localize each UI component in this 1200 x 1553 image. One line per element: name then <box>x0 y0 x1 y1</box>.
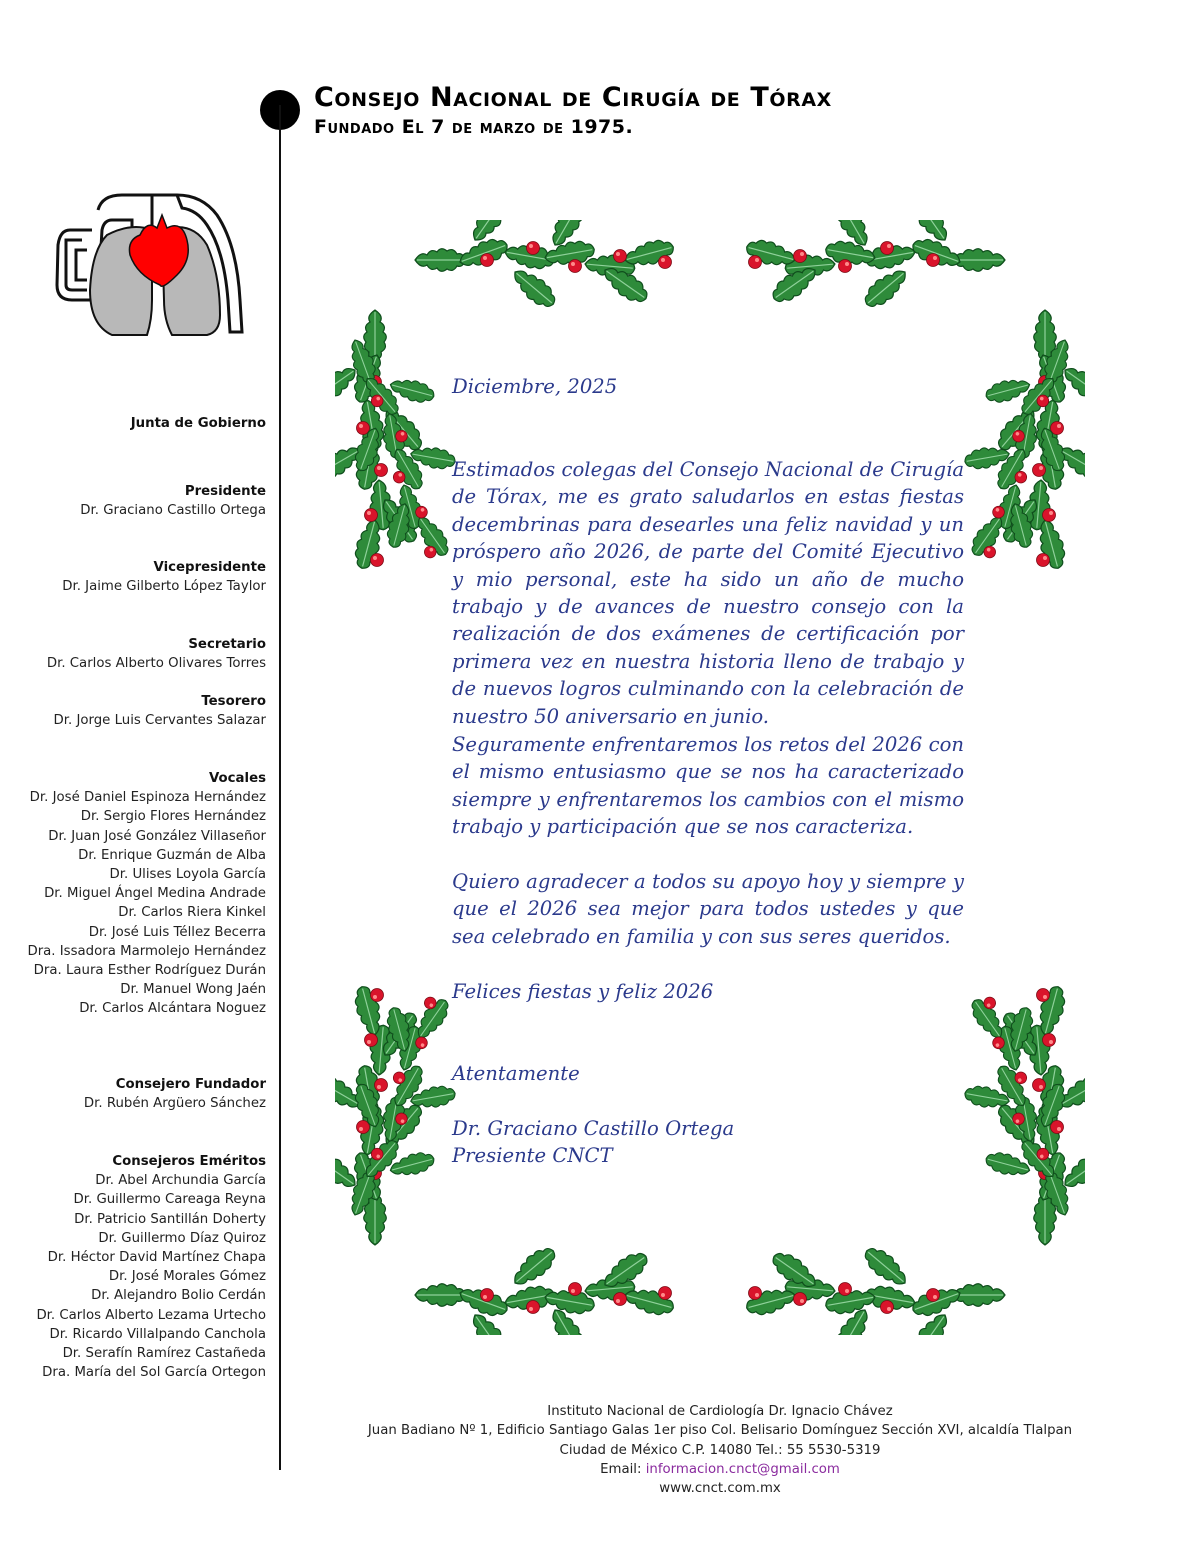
emerito-name: Dr. Patricio Santillán Doherty <box>74 1211 266 1227</box>
page-subtitle: Fundado El 7 de marzo de 1975. <box>314 116 634 138</box>
page-title: Consejo Nacional de Cirugía de Tórax <box>314 82 832 113</box>
vicepresidente-name: Dr. Jaime Gilberto López Taylor <box>62 579 266 595</box>
emerito-name: Dr. Ricardo Villalpando Canchola <box>49 1326 266 1342</box>
presidente-role: Presidente <box>184 484 266 499</box>
vocal-name: Dr. José Daniel Espinoza Hernández <box>29 790 266 806</box>
emerito-name: Dr. Serafín Ramírez Castañeda <box>62 1346 266 1362</box>
vocal-name: Dr. José Luis Téllez Becerra <box>88 924 266 940</box>
vicepresidente-role: Vicepresidente <box>153 560 266 575</box>
tesorero-name: Dr. Jorge Luis Cervantes Salazar <box>53 713 266 729</box>
footer <box>320 1402 1120 1498</box>
junta-heading: Junta de Gobierno <box>130 416 266 431</box>
letter-paragraph-2: Seguramente enfrentaremos los retos del 2026 con el mismo entusiasmo que se nos ha caracterizado siempre y enfrentaremos los cambios con el mismo trabajo y participación que se nos caracteriza. <box>452 733 964 839</box>
vocal-name: Dr. Ulises Loyola García <box>109 867 266 883</box>
footer-institute: Instituto Nacional de Cardiología Dr. Ignacio Chávez <box>547 1404 893 1419</box>
emerito-name: Dr. Alejandro Bolio Cerdán <box>91 1288 266 1304</box>
secretario-name: Dr. Carlos Alberto Olivares Torres <box>46 656 266 672</box>
vocal-name: Dr. Juan José González Villaseñor <box>48 828 266 844</box>
footer-email-line <box>320 1460 1120 1479</box>
tesorero-role: Tesorero <box>201 694 266 709</box>
presidente-name: Dr. Graciano Castillo Ortega <box>80 503 266 519</box>
emeritos-role: Consejeros Eméritos <box>112 1154 266 1169</box>
vocales-role: Vocales <box>208 771 266 786</box>
secretario-role: Secretario <box>188 637 266 652</box>
vocal-name: Dr. Miguel Ángel Medina Andrade <box>44 886 266 902</box>
letter-paragraph-3: Quiero agradecer a todos su apoyo hoy y siempre y que el 2026 sea mejor para todos ustedes y que sea celebrado en familia y con sus seres queridos. <box>452 870 964 948</box>
vocal-name: Dra. Laura Esther Rodríguez Durán <box>33 963 266 979</box>
vocal-name: Dr. Enrique Guzmán de Alba <box>78 847 266 863</box>
vocal-name: Dra. Issadora Marmolejo Hernández <box>27 943 266 959</box>
footer-website[interactable]: www.cnct.com.mx <box>659 1481 781 1497</box>
letter-paragraph-1: Estimados colegas del Consejo Nacional de Cirugía de Tórax, me es grato saludarlos en estas fiestas decembrinas para desearles una feliz navidad y un próspero año 2026, de parte del Comité Ejecutivo y mio personal, este ha sido un año de mucho trabajo y de avances de nuestro consejo con la realización de dos exámenes de certificación por primera vez en nuestra historia lleno de trabajo y de nuevos logros culminando con la celebración de nuestro 50 aniversario en junio. <box>452 458 964 728</box>
emerito-name: Dr. Guillermo Careaga Reyna <box>73 1192 266 1208</box>
emerito-name: Dr. Abel Archundia García <box>95 1173 266 1189</box>
vertical-divider <box>279 105 281 1470</box>
footer-address: Juan Badiano Nº 1, Edificio Santiago Galas 1er piso Col. Belisario Domínguez Sección XVI, alcaldía Tlalpan <box>367 1423 1073 1439</box>
vocal-name: Dr. Manuel Wong Jaén <box>120 982 266 998</box>
emerito-name: Dra. María del Sol García Ortegon <box>42 1365 266 1381</box>
emerito-name: Dr. José Morales Gómez <box>108 1269 266 1285</box>
letter-date: Diciembre, 2025 <box>452 375 618 398</box>
footer-email-label: Email: <box>600 1461 646 1477</box>
footer-email-link[interactable]: informacion.cnct@gmail.com <box>645 1461 840 1477</box>
vocal-name: Dr. Carlos Riera Kinkel <box>118 905 266 921</box>
emerito-name: Dr. Carlos Alberto Lezama Urtecho <box>36 1307 266 1323</box>
signer-title: Presiente CNCT <box>452 1144 613 1167</box>
letter-closing: Felices fiestas y feliz 2026 <box>452 980 714 1003</box>
letter-sign-off: Atentamente <box>452 1062 580 1085</box>
signer-name: Dr. Graciano Castillo Ortega <box>452 1117 735 1140</box>
vocal-name: Dr. Carlos Alcántara Noguez <box>79 1001 266 1017</box>
vocal-name: Dr. Sergio Flores Hernández <box>80 809 266 825</box>
fundador-name: Dr. Rubén Argüero Sánchez <box>83 1096 266 1112</box>
emerito-name: Dr. Héctor David Martínez Chapa <box>47 1250 266 1266</box>
lungs-heart-logo <box>52 190 250 340</box>
emerito-name: Dr. Guillermo Díaz Quiroz <box>98 1230 266 1246</box>
footer-city-phone: Ciudad de México C.P. 14080 Tel.: 55 5530-5319 <box>559 1442 881 1458</box>
fundador-role: Consejero Fundador <box>115 1077 266 1092</box>
